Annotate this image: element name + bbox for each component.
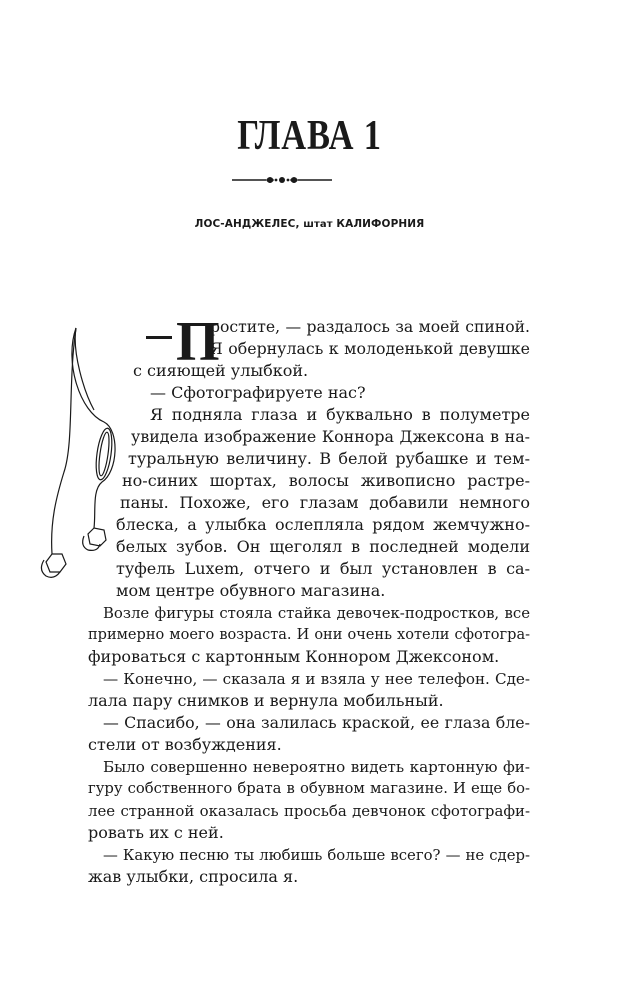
- text-line: увидела изображение Коннора Джексона в на-: [131, 427, 530, 446]
- dropcap-dash: [146, 336, 172, 339]
- text-line: жав улыбки, спросила я.: [88, 867, 299, 886]
- text-line: — Какую песню ты любишь больше всего? — не сдер-: [103, 846, 530, 864]
- dropcap-letter: П: [176, 311, 220, 373]
- text-line: Возле фигуры стояла стайка девочек-подростков, все: [103, 604, 530, 622]
- text-line: фироваться с картонным Коннором Джексоном.: [88, 647, 500, 666]
- text-line: паны. Похоже, его глазам добавили немного: [120, 493, 530, 512]
- text-line: Я обернулась к молоденькой девушке: [210, 339, 530, 358]
- text-line: туфель Luxem, отчего и был установлен в са-: [116, 559, 530, 578]
- text-line: лее странной оказалась просьба девчонок сфотографи-: [88, 802, 530, 820]
- text-line: ровать их с ней.: [88, 823, 224, 842]
- text-line: белых зубов. Он щеголял в последней модели: [116, 537, 530, 556]
- text-line: — Сфотографируете нас?: [150, 383, 366, 402]
- ornament-divider-icon: [232, 170, 332, 190]
- chapter-title: ГЛАВА 1: [237, 113, 382, 159]
- text-line: туральную величину. В белой рубашке и тем-: [128, 449, 530, 468]
- chapter-location: ЛОС-АНДЖЕЛЕС, штат КАЛИФОРНИЯ: [194, 218, 425, 230]
- text-line: гуру собственного брата в обувном магазине. И еще бо-: [88, 780, 530, 797]
- text-line: с сияющей улыбкой.: [133, 361, 309, 380]
- text-line: ростите, — раздалось за моей спиной.: [210, 317, 530, 336]
- text-line: — Спасибо, — она залилась краской, ее глаза бле-: [103, 713, 530, 732]
- text-line: но-синих шортах, волосы живописно растре-: [122, 471, 530, 490]
- text-line: мом центре обувного магазина.: [116, 581, 386, 600]
- text-line: — Конечно, — сказала я и взяла у нее телефон. Сде-: [103, 670, 530, 688]
- text-line: Я подняла глаза и буквально в полуметре: [150, 405, 530, 424]
- text-line: Было совершенно невероятно видеть картонную фи-: [103, 758, 530, 776]
- text-line: блеска, а улыбка ослепляла рядом жемчужно-: [116, 515, 530, 534]
- text-line: лала пару снимков и вернула мобильный.: [88, 691, 444, 710]
- text-line: стели от возбуждения.: [88, 735, 282, 754]
- text-line: примерно моего возраста. И они очень хотели сфотогра-: [88, 627, 530, 643]
